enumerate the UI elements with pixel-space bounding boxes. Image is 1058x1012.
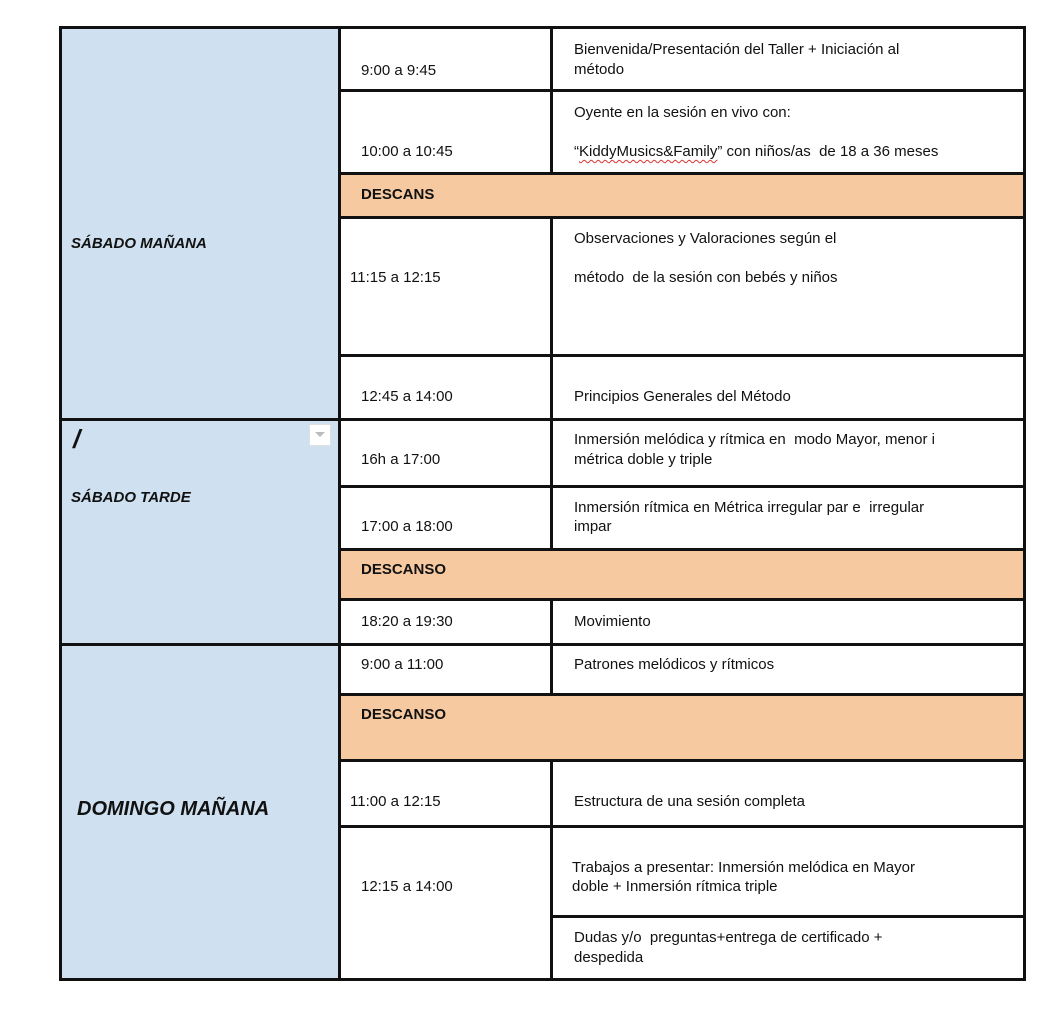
- activity-text: método: [574, 61, 625, 78]
- time-text: 9:00 a 9:45: [361, 62, 437, 79]
- activity-text: impar: [574, 518, 612, 535]
- break-label: DESCANSO: [361, 706, 447, 723]
- activity-text: método de la sesión con bebés y niños: [574, 269, 838, 286]
- time-text: 18:20 a 19:30: [361, 613, 453, 630]
- activity-text: [574, 142, 938, 161]
- day-label-sabado-tarde: SÁBADO TARDE: [71, 489, 191, 506]
- time-text: 11:15 a 12:15: [350, 269, 441, 286]
- quote-open: “: [574, 143, 579, 160]
- activity-text: doble + Inmersión rítmica triple: [572, 878, 778, 895]
- day-label-domingo-manana: DOMINGO MAÑANA: [77, 798, 270, 820]
- time-text: 9:00 a 11:00: [361, 656, 444, 673]
- time-text: 10:00 a 10:45: [361, 143, 453, 160]
- activity-text: Estructura de una sesión completa: [574, 793, 805, 810]
- time-text: 12:45 a 14:00: [361, 388, 453, 405]
- activity-text: Bienvenida/Presentación del Taller + Iniciación al: [574, 41, 900, 58]
- activity-text: Principios Generales del Método: [574, 388, 791, 405]
- chevron-down-icon: [314, 431, 326, 439]
- activity-text: Movimiento: [574, 613, 651, 630]
- activity-text: Inmersión melódica y rítmica en modo Mayor, menor i: [574, 431, 935, 448]
- time-text: 17:00 a 18:00: [361, 518, 453, 535]
- activity-text: Observaciones y Valoraciones según el: [574, 230, 837, 247]
- activity-text: despedida: [574, 949, 644, 966]
- activity-text: Trabajos a presentar: Inmersión melódica en Mayor: [572, 859, 915, 876]
- day-marker: /: [73, 424, 81, 454]
- activity-text: métrica doble y triple: [574, 451, 713, 468]
- activity-text: Patrones melódicos y rítmicos: [574, 656, 775, 673]
- activity-text: Inmersión rítmica en Métrica irregular par e irregular: [574, 499, 925, 516]
- spellcheck-word[interactable]: KiddyMusics&Family: [579, 143, 718, 160]
- time-text: 12:15 a 14:00: [361, 878, 453, 895]
- activity-text: Dudas y/o preguntas+entrega de certificado +: [574, 929, 883, 946]
- break-label: DESCANS: [361, 186, 435, 203]
- time-text: 16h a 17:00: [361, 451, 441, 468]
- time-text: 11:00 a 12:15: [350, 793, 441, 810]
- break-label: DESCANSO: [361, 561, 447, 578]
- dropdown-button[interactable]: [309, 424, 331, 446]
- activity-text-rest: ” con niños/as de 18 a 36 meses: [717, 143, 939, 160]
- day-label-sabado-manana: SÁBADO MAÑANA: [71, 235, 207, 252]
- activity-text: Oyente en la sesión en vivo con:: [574, 104, 791, 121]
